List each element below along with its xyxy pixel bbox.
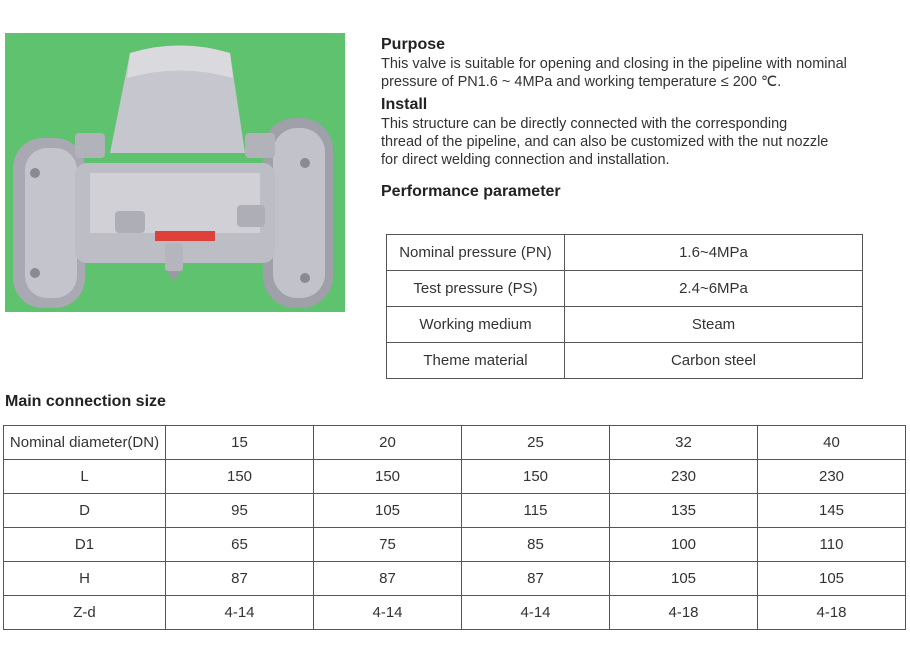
install-heading: Install [381, 96, 428, 113]
param-value: Carbon steel [565, 343, 863, 379]
table-cell: 100 [610, 528, 758, 562]
table-cell: 4-18 [758, 596, 906, 630]
table-cell: 87 [462, 562, 610, 596]
table-row [387, 307, 863, 343]
table-row [4, 528, 906, 562]
table-cell: 65 [166, 528, 314, 562]
connection-size-table [3, 425, 906, 630]
table-cell: 105 [314, 494, 462, 528]
row-label: Z-d [4, 596, 166, 630]
table-cell: 95 [166, 494, 314, 528]
table-cell: 20 [314, 426, 462, 460]
row-label: D1 [4, 528, 166, 562]
valve-product-photo [5, 33, 345, 312]
table-cell: 87 [314, 562, 462, 596]
table-row [387, 235, 863, 271]
table-row [4, 494, 906, 528]
table-cell: 230 [610, 460, 758, 494]
install-text-line: thread of the pipeline, and can also be customized with the nut nozzle [381, 134, 829, 150]
table-cell: 25 [462, 426, 610, 460]
table-cell: 4-14 [166, 596, 314, 630]
table-cell: 145 [758, 494, 906, 528]
param-label: Working medium [387, 307, 565, 343]
row-label: H [4, 562, 166, 596]
install-text-line: This structure can be directly connected with the corresponding [381, 116, 788, 132]
param-value: Steam [565, 307, 863, 343]
table-row [387, 343, 863, 379]
table-cell: 230 [758, 460, 906, 494]
table-row [387, 271, 863, 307]
param-label: Theme material [387, 343, 565, 379]
table-row [4, 596, 906, 630]
info-section [381, 35, 906, 202]
row-label: D [4, 494, 166, 528]
purpose-text-line: pressure of PN1.6 ~ 4MPa and working temperature ≤ 200 ℃. [381, 74, 782, 90]
param-value: 1.6~4MPa [565, 235, 863, 271]
purpose-text-line: This valve is suitable for opening and closing in the pipeline with nominal [381, 56, 847, 72]
param-value: 2.4~6MPa [565, 271, 863, 307]
purpose-heading: Purpose [381, 36, 446, 53]
table-cell: 135 [610, 494, 758, 528]
table-cell: 150 [166, 460, 314, 494]
table-cell: 150 [314, 460, 462, 494]
table-cell: 32 [610, 426, 758, 460]
install-text-line: for direct welding connection and installation. [381, 152, 670, 168]
table-cell: 4-14 [314, 596, 462, 630]
table-row [4, 460, 906, 494]
table-cell: 105 [610, 562, 758, 596]
table-cell: 40 [758, 426, 906, 460]
table-cell: 110 [758, 528, 906, 562]
red-accent [155, 231, 215, 241]
table-cell: 4-14 [462, 596, 610, 630]
table-cell: 4-18 [610, 596, 758, 630]
performance-table [386, 234, 863, 379]
table-row [4, 426, 906, 460]
param-label: Nominal pressure (PN) [387, 235, 565, 271]
row-label: L [4, 460, 166, 494]
table-cell: 85 [462, 528, 610, 562]
table-cell: 15 [166, 426, 314, 460]
connection-heading: Main connection size [5, 393, 166, 410]
table-cell: 87 [166, 562, 314, 596]
table-row [4, 562, 906, 596]
param-label: Test pressure (PS) [387, 271, 565, 307]
performance-heading: Performance parameter [381, 183, 561, 200]
table-cell: 150 [462, 460, 610, 494]
table-cell: 75 [314, 528, 462, 562]
table-cell: 105 [758, 562, 906, 596]
table-cell: 115 [462, 494, 610, 528]
row-label: Nominal diameter(DN) [4, 426, 166, 460]
steam-trap-valve-illustration [5, 33, 345, 312]
